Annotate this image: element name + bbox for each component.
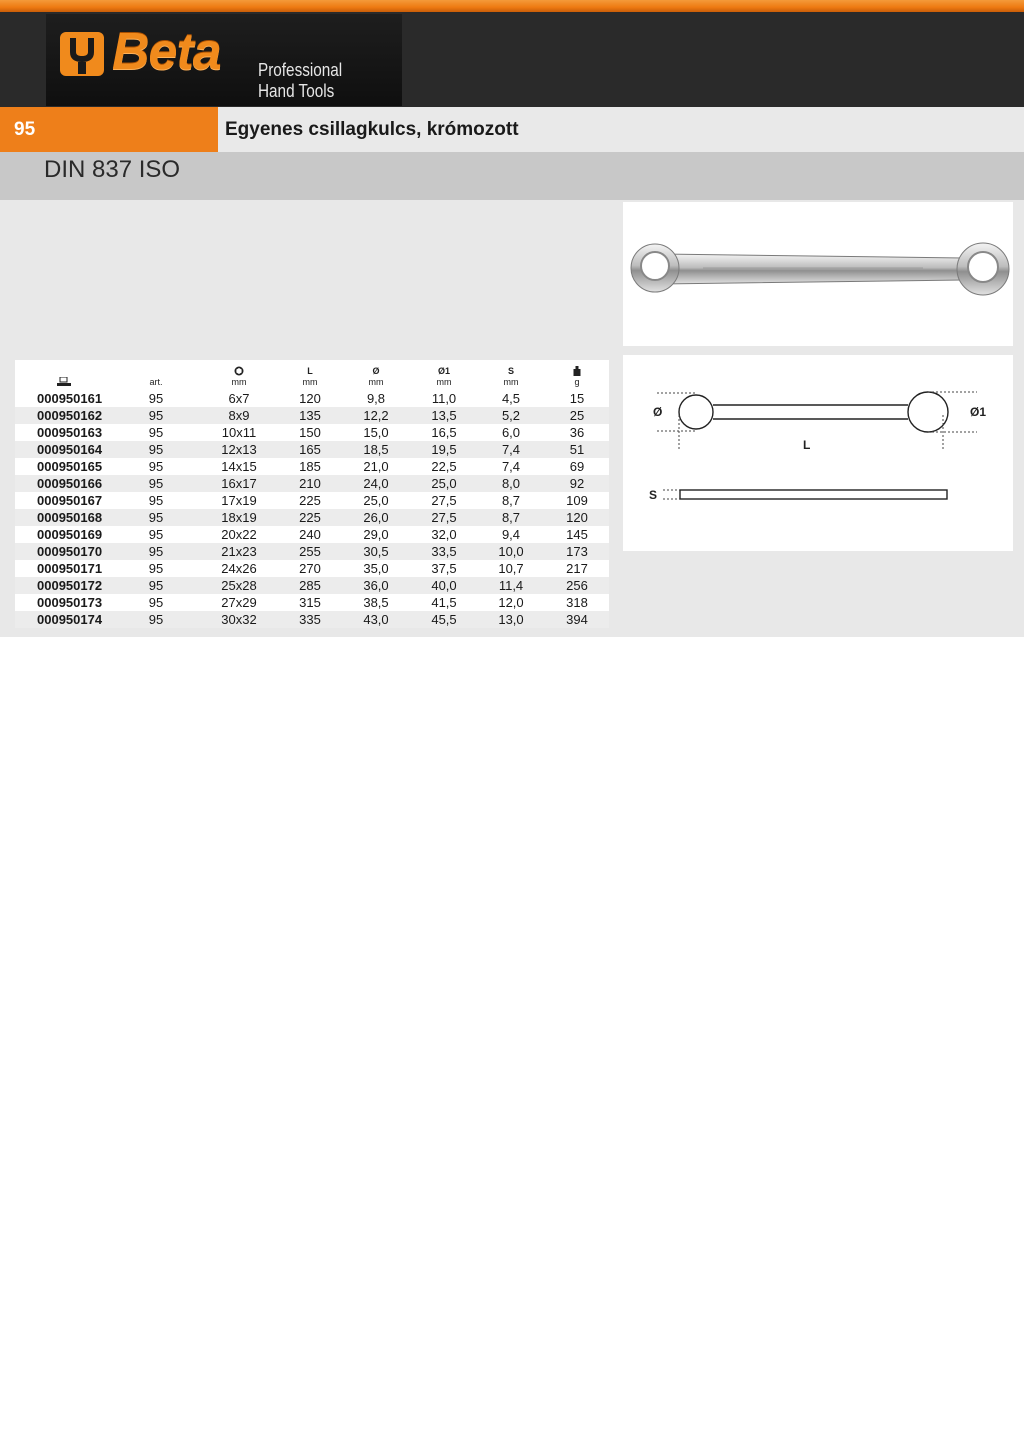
cell-item-code: 000950172 xyxy=(15,577,113,594)
table-row xyxy=(15,475,609,492)
cell-diameter: 12,2 xyxy=(341,407,411,424)
cell-thickness: 12,0 xyxy=(477,594,545,611)
table-row xyxy=(15,560,609,577)
cell-size: 20x22 xyxy=(199,526,279,543)
cell-diameter1: 13,5 xyxy=(411,407,477,424)
cell-thickness: 8,0 xyxy=(477,475,545,492)
table-row xyxy=(15,611,609,628)
cell-size: 16x17 xyxy=(199,475,279,492)
cell-art-number: 95 xyxy=(113,407,199,424)
cell-diameter: 30,5 xyxy=(341,543,411,560)
cell-diameter1: 45,5 xyxy=(411,611,477,628)
cell-size: 14x15 xyxy=(199,458,279,475)
top-accent-strip xyxy=(0,0,1024,12)
wrench-dimension-drawing xyxy=(623,355,1013,551)
cell-item-code: 000950165 xyxy=(15,458,113,475)
cell-item-code: 000950173 xyxy=(15,594,113,611)
brand-logo xyxy=(46,14,402,106)
table-row xyxy=(15,390,609,407)
cell-weight: 109 xyxy=(545,492,609,509)
section-number: 95 xyxy=(0,107,218,152)
cell-item-code: 000950171 xyxy=(15,560,113,577)
cell-item-code: 000950169 xyxy=(15,526,113,543)
table-row xyxy=(15,526,609,543)
cell-length: 135 xyxy=(279,407,341,424)
column-header-diameter xyxy=(341,360,411,390)
standard-label: DIN 837 ISO xyxy=(44,156,181,183)
cell-art-number: 95 xyxy=(113,492,199,509)
column-header-size xyxy=(199,360,279,390)
column-header-length xyxy=(279,360,341,390)
content-area xyxy=(0,200,1024,637)
product-photo xyxy=(623,202,1013,346)
cell-weight: 318 xyxy=(545,594,609,611)
cell-size: 18x19 xyxy=(199,509,279,526)
table-row xyxy=(15,492,609,509)
cell-thickness: 4,5 xyxy=(477,390,545,407)
cell-item-code: 000950170 xyxy=(15,543,113,560)
cell-diameter1: 40,0 xyxy=(411,577,477,594)
diagram-label-diameter1: Ø1 xyxy=(970,405,987,419)
diagram-label-thickness: S xyxy=(649,488,658,502)
cell-thickness: 10,7 xyxy=(477,560,545,577)
cell-art-number: 95 xyxy=(113,577,199,594)
table-row xyxy=(15,509,609,526)
cell-item-code: 000950168 xyxy=(15,509,113,526)
cell-diameter: 15,0 xyxy=(341,424,411,441)
cell-item-code: 000950162 xyxy=(15,407,113,424)
cell-weight: 25 xyxy=(545,407,609,424)
table-header-row xyxy=(15,360,609,390)
bihex-socket-icon xyxy=(233,366,245,376)
cell-weight: 173 xyxy=(545,543,609,560)
cell-art-number: 95 xyxy=(113,560,199,577)
cell-diameter: 24,0 xyxy=(341,475,411,492)
cell-diameter: 29,0 xyxy=(341,526,411,543)
cell-art-number: 95 xyxy=(113,509,199,526)
cell-item-code: 000950174 xyxy=(15,611,113,628)
cell-art-number: 95 xyxy=(113,424,199,441)
cell-size: 24x26 xyxy=(199,560,279,577)
table-row xyxy=(15,543,609,560)
dimension-diagram xyxy=(623,355,1013,551)
cell-size: 8x9 xyxy=(199,407,279,424)
standard-bar xyxy=(0,152,1024,200)
cell-length: 315 xyxy=(279,594,341,611)
column-unit: mm xyxy=(302,377,318,387)
cell-thickness: 6,0 xyxy=(477,424,545,441)
cell-weight: 145 xyxy=(545,526,609,543)
cell-size: 6x7 xyxy=(199,390,279,407)
brand-tagline: Professional Hand Tools xyxy=(258,60,343,101)
double-ring-wrench-illustration xyxy=(623,202,1013,346)
cell-diameter: 18,5 xyxy=(341,441,411,458)
cell-length: 255 xyxy=(279,543,341,560)
cell-art-number: 95 xyxy=(113,543,199,560)
column-header-diameter1 xyxy=(411,360,477,390)
cell-size: 27x29 xyxy=(199,594,279,611)
cell-diameter: 35,0 xyxy=(341,560,411,577)
column-symbol: S xyxy=(507,366,514,376)
cell-weight: 217 xyxy=(545,560,609,577)
column-unit: mm xyxy=(436,377,452,387)
cell-art-number: 95 xyxy=(113,594,199,611)
wrench-logo-icon xyxy=(58,30,106,78)
cell-item-code: 000950166 xyxy=(15,475,113,492)
cell-diameter1: 11,0 xyxy=(411,390,477,407)
table-row xyxy=(15,407,609,424)
cell-diameter1: 22,5 xyxy=(411,458,477,475)
cell-weight: 36 xyxy=(545,424,609,441)
column-unit: art. xyxy=(149,377,163,387)
cell-weight: 394 xyxy=(545,611,609,628)
cell-diameter: 21,0 xyxy=(341,458,411,475)
table-row xyxy=(15,441,609,458)
cell-length: 210 xyxy=(279,475,341,492)
cell-thickness: 10,0 xyxy=(477,543,545,560)
cell-art-number: 95 xyxy=(113,475,199,492)
cell-length: 285 xyxy=(279,577,341,594)
cell-thickness: 11,4 xyxy=(477,577,545,594)
cell-thickness: 5,2 xyxy=(477,407,545,424)
cell-diameter1: 27,5 xyxy=(411,492,477,509)
cell-size: 21x23 xyxy=(199,543,279,560)
cell-length: 150 xyxy=(279,424,341,441)
cell-size: 12x13 xyxy=(199,441,279,458)
cell-item-code: 000950161 xyxy=(15,390,113,407)
diagram-label-length: L xyxy=(803,438,811,452)
cell-size: 25x28 xyxy=(199,577,279,594)
cell-diameter: 38,5 xyxy=(341,594,411,611)
cell-diameter1: 32,0 xyxy=(411,526,477,543)
cell-diameter: 25,0 xyxy=(341,492,411,509)
cell-diameter1: 33,5 xyxy=(411,543,477,560)
cell-weight: 92 xyxy=(545,475,609,492)
cell-art-number: 95 xyxy=(113,526,199,543)
cell-item-code: 000950164 xyxy=(15,441,113,458)
cell-length: 185 xyxy=(279,458,341,475)
section-title: Egyenes csillagkulcs, krómozott xyxy=(225,119,519,140)
cell-thickness: 9,4 xyxy=(477,526,545,543)
cell-length: 225 xyxy=(279,492,341,509)
cell-thickness: 8,7 xyxy=(477,509,545,526)
cell-size: 10x11 xyxy=(199,424,279,441)
cell-thickness: 13,0 xyxy=(477,611,545,628)
spec-table xyxy=(15,360,609,628)
column-header-thickness xyxy=(477,360,545,390)
cell-size: 17x19 xyxy=(199,492,279,509)
column-header-weight xyxy=(545,360,609,390)
weight-icon xyxy=(573,366,581,376)
cell-thickness: 7,4 xyxy=(477,458,545,475)
cell-diameter: 36,0 xyxy=(341,577,411,594)
spec-table-body xyxy=(15,390,609,628)
cell-weight: 69 xyxy=(545,458,609,475)
column-symbol: L xyxy=(307,366,313,376)
column-unit: g xyxy=(574,377,580,387)
column-symbol: Ø1 xyxy=(437,366,450,376)
cell-weight: 15 xyxy=(545,390,609,407)
cell-thickness: 8,7 xyxy=(477,492,545,509)
cell-diameter: 43,0 xyxy=(341,611,411,628)
column-header-art xyxy=(113,360,199,390)
cell-weight: 120 xyxy=(545,509,609,526)
column-symbol: Ø xyxy=(372,366,380,376)
column-unit: mm xyxy=(368,377,384,387)
page-header xyxy=(0,12,1024,107)
column-header-code xyxy=(15,360,113,390)
cell-length: 270 xyxy=(279,560,341,577)
cell-size: 30x32 xyxy=(199,611,279,628)
cell-length: 335 xyxy=(279,611,341,628)
section-bar xyxy=(0,107,1024,152)
cell-diameter1: 16,5 xyxy=(411,424,477,441)
cell-length: 225 xyxy=(279,509,341,526)
catalog-code-icon xyxy=(57,377,71,387)
brand-name: Beta xyxy=(112,23,221,81)
cell-length: 240 xyxy=(279,526,341,543)
cell-diameter1: 27,5 xyxy=(411,509,477,526)
cell-diameter: 26,0 xyxy=(341,509,411,526)
cell-art-number: 95 xyxy=(113,390,199,407)
cell-length: 165 xyxy=(279,441,341,458)
cell-item-code: 000950167 xyxy=(15,492,113,509)
cell-art-number: 95 xyxy=(113,611,199,628)
column-unit: mm xyxy=(231,377,247,387)
cell-item-code: 000950163 xyxy=(15,424,113,441)
cell-art-number: 95 xyxy=(113,441,199,458)
diagram-label-diameter: Ø xyxy=(653,405,663,419)
table-row xyxy=(15,594,609,611)
cell-weight: 51 xyxy=(545,441,609,458)
cell-diameter1: 25,0 xyxy=(411,475,477,492)
cell-diameter1: 19,5 xyxy=(411,441,477,458)
cell-art-number: 95 xyxy=(113,458,199,475)
cell-diameter: 9,8 xyxy=(341,390,411,407)
table-row xyxy=(15,577,609,594)
cell-thickness: 7,4 xyxy=(477,441,545,458)
spec-table-wrap xyxy=(15,360,609,628)
cell-length: 120 xyxy=(279,390,341,407)
table-row xyxy=(15,424,609,441)
cell-diameter1: 41,5 xyxy=(411,594,477,611)
column-unit: mm xyxy=(503,377,519,387)
cell-diameter1: 37,5 xyxy=(411,560,477,577)
cell-weight: 256 xyxy=(545,577,609,594)
table-row xyxy=(15,458,609,475)
